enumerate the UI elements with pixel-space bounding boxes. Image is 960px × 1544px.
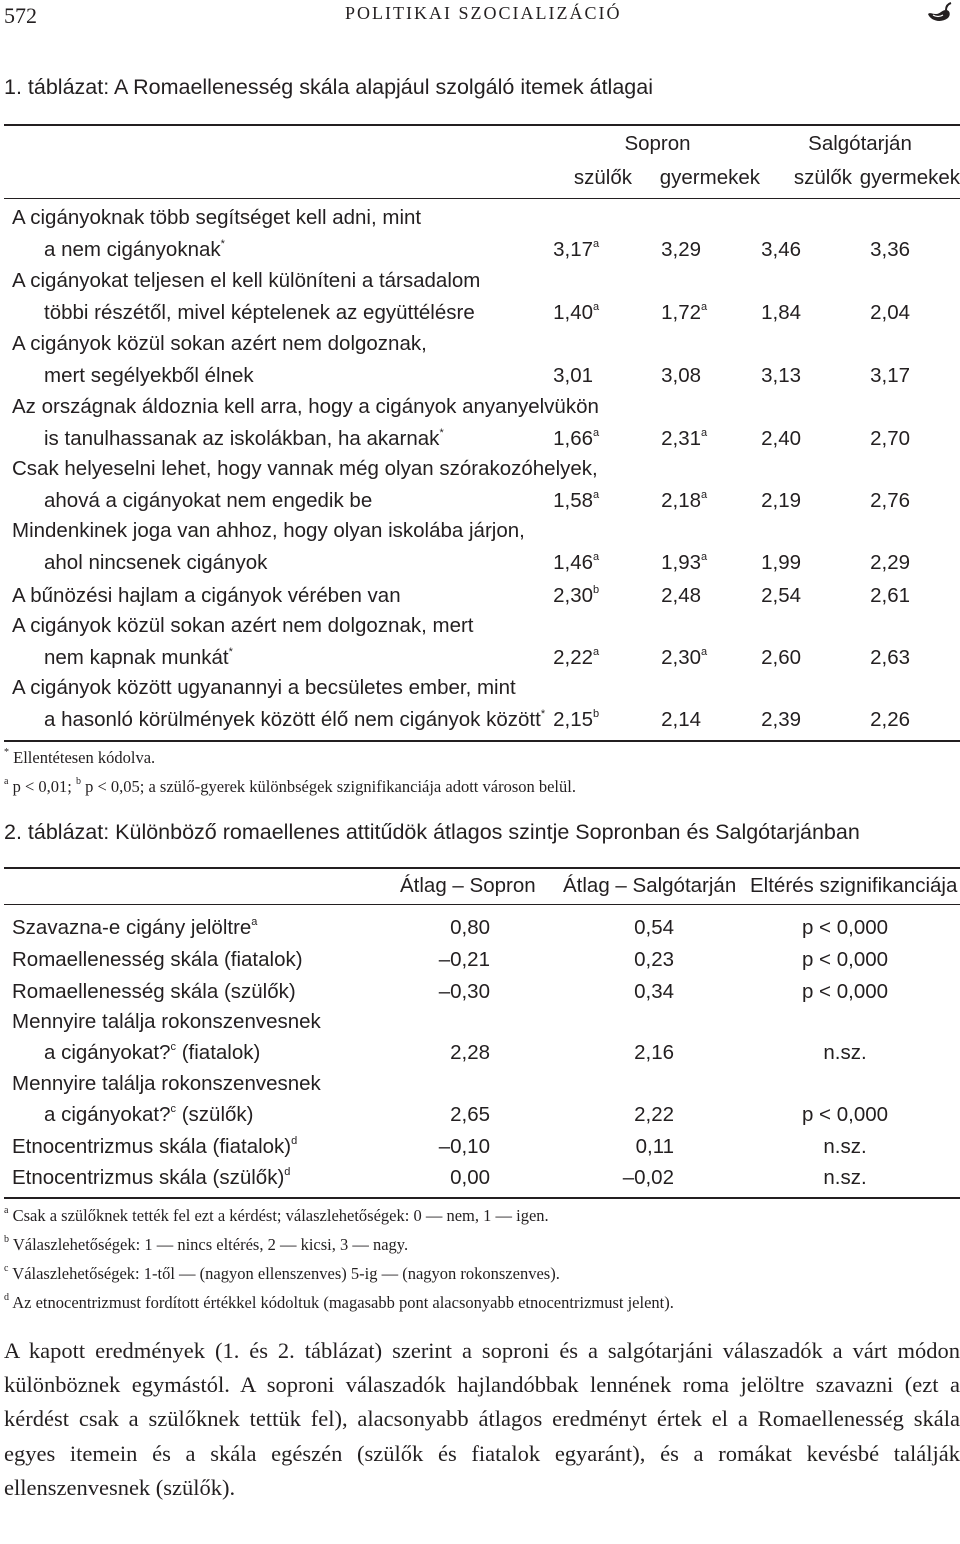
value-cell: –0,21: [438, 948, 490, 971]
value-cell: 3,36: [870, 238, 910, 261]
value-cell: 3,08: [661, 364, 701, 387]
table1-footnote-1: * Ellentétesen kódolva.: [4, 747, 156, 767]
item-text: a cigányokat?$^c$ (fiatalok): [44, 1041, 261, 1064]
item-text: mert segélyekből élnek: [44, 364, 254, 387]
value-cell: 1,93$^a$: [661, 551, 708, 574]
column-header: gyermekek: [859, 166, 960, 189]
item-text: nem kapnak munkát*: [44, 646, 233, 669]
item-text: A cigányok között ugyanannyi a becsületes ember, mint: [12, 676, 516, 699]
value-cell: 2,30$^a$: [661, 646, 708, 669]
page-header: [0, 0, 960, 30]
value-cell: 2,76: [870, 489, 910, 512]
value-cell: –0,10: [438, 1135, 490, 1158]
value-cell: n.sz.: [823, 1041, 867, 1064]
value-cell: p < 0,000: [801, 1103, 889, 1126]
value-cell: 3,17$^a$: [553, 238, 600, 261]
table2-footnote: $^b$ Válaszlehetőségek: 1 — nincs eltérés, 2 — kicsi, 3 — nagy.: [4, 1234, 409, 1254]
item-text: a cigányokat?$^c$ (szülők): [44, 1103, 254, 1126]
item-text: Csak helyeselni lehet, hogy vannak még olyan szórakozóhelyek,: [12, 457, 598, 480]
item-text: a hasonló körülmények között élő nem cigányok között*: [44, 708, 546, 731]
value-cell: 2,31$^a$: [661, 427, 708, 450]
table2-title: 2. táblázat: Különböző romaellenes attitűdök átlagos szintje Sopronban és Salgótarjánban: [4, 820, 860, 844]
table1-footnote-2: $^a$ p < 0,01; $^b$ p < 0,05; a szülő-gyerek különbségek szignifikanciája adott városon belül.: [4, 776, 576, 796]
value-cell: 3,17: [870, 364, 910, 387]
value-cell: 1,46$^a$: [553, 551, 600, 574]
value-cell: 2,63: [870, 646, 910, 669]
value-cell: 3,01: [553, 364, 593, 387]
value-cell: 2,22: [634, 1103, 674, 1126]
value-cell: 2,28: [450, 1041, 490, 1064]
table2-top-rule: [4, 867, 960, 869]
value-cell: 2,60: [761, 646, 801, 669]
column-group-sopron: Sopron: [624, 132, 691, 155]
table2-footnote: $^d$ Az etnocentrizmust fordított értékkel kódoltuk (magasabb pont alacsonyabb etnocentrizmust jelent).: [4, 1292, 674, 1312]
item-text: A cigányok közül sokan azért nem dolgoznak, mert: [12, 614, 474, 637]
page-number: 572: [4, 3, 37, 28]
column-header: szülők: [573, 166, 632, 189]
item-text: A bűnözési hajlam a cigányok vérében van: [12, 584, 401, 607]
item-text: Etnocentrizmus skála (szülők)$^d$: [12, 1166, 291, 1189]
value-cell: p < 0,000: [801, 948, 889, 971]
value-cell: 2,70: [870, 427, 910, 450]
table1-top-rule: [4, 124, 960, 126]
column-header: Átlag – Sopron: [400, 874, 536, 897]
chili-pepper-icon: [924, 0, 954, 26]
value-cell: 2,48: [661, 584, 701, 607]
value-cell: 2,22$^a$: [553, 646, 600, 669]
item-text: ahol nincsenek cigányok: [44, 551, 268, 574]
value-cell: n.sz.: [823, 1135, 867, 1158]
value-cell: 1,66$^a$: [553, 427, 600, 450]
column-header: Átlag – Salgótarján: [563, 874, 737, 897]
value-cell: 2,61: [870, 584, 910, 607]
item-text: A cigányokat teljesen el kell különíteni a társadalom: [12, 269, 481, 292]
value-cell: 1,72$^a$: [661, 301, 708, 324]
value-cell: 2,26: [870, 708, 910, 731]
item-text: A cigányok közül sokan azért nem dolgoznak,: [12, 332, 427, 355]
item-text: Az országnak áldoznia kell arra, hogy a cigányok anyanyelvükön: [12, 395, 599, 418]
value-cell: 0,23: [634, 948, 674, 971]
item-text: a nem cigányoknak*: [44, 238, 225, 261]
value-cell: p < 0,000: [801, 916, 889, 939]
value-cell: 2,30$^b$: [553, 584, 600, 607]
value-cell: 2,15$^b$: [553, 708, 600, 731]
value-cell: 2,40: [761, 427, 801, 450]
value-cell: 2,04: [870, 301, 910, 324]
column-header: gyermekek: [659, 166, 760, 189]
value-cell: 3,46: [761, 238, 801, 261]
table2-header-rule: [4, 904, 960, 905]
table2-footnote: $^c$ Válaszlehetőségek: 1-től — (nagyon ellenszenves) 5-ig — (nagyon rokonszenves).: [4, 1263, 560, 1283]
value-cell: –0,30: [438, 980, 490, 1003]
value-cell: p < 0,000: [801, 980, 889, 1003]
value-cell: 3,13: [761, 364, 801, 387]
table2-bottom-rule: [4, 1197, 960, 1199]
value-cell: 2,16: [634, 1041, 674, 1064]
column-header: Eltérés szignifikanciája: [750, 874, 958, 897]
value-cell: 2,65: [450, 1103, 490, 1126]
item-text: Szavazna-e cigány jelöltre$^a$: [12, 916, 258, 939]
value-cell: 1,40$^a$: [553, 301, 600, 324]
value-cell: 0,54: [634, 916, 674, 939]
value-cell: 0,00: [450, 1166, 490, 1189]
item-text: Mindenkinek joga van ahhoz, hogy olyan iskolába járjon,: [12, 519, 525, 542]
value-cell: –0,02: [622, 1166, 674, 1189]
item-text: A cigányoknak több segítséget kell adni, mint: [12, 206, 422, 229]
value-cell: 0,80: [450, 916, 490, 939]
value-cell: 2,18$^a$: [661, 489, 708, 512]
value-cell: 1,84: [761, 301, 801, 324]
item-text: Etnocentrizmus skála (fiatalok)$^d$: [12, 1135, 298, 1158]
value-cell: 2,19: [761, 489, 801, 512]
item-text: Mennyire találja rokonszenvesnek: [12, 1072, 321, 1095]
value-cell: 2,29: [870, 551, 910, 574]
table1-bottom-rule: [4, 740, 960, 742]
value-cell: 0,11: [635, 1135, 674, 1158]
item-text: Mennyire találja rokonszenvesnek: [12, 1010, 321, 1033]
item-text: ahová a cigányokat nem engedik be: [44, 489, 373, 512]
running-title: POLITIKAI SZOCIALIZÁCIÓ: [345, 3, 622, 23]
item-text: Romaellenesség skála (szülők): [12, 980, 296, 1003]
value-cell: 2,54: [761, 584, 801, 607]
value-cell: n.sz.: [823, 1166, 867, 1189]
value-cell: 3,29: [661, 238, 701, 261]
item-text: is tanulhassanak az iskolákban, ha akarnak*: [44, 427, 444, 450]
table1-header-rule: [4, 198, 960, 199]
body-paragraph: A kapott eredmények (1. és 2. táblázat) szerint a soproni és a salgótarjáni válaszadók a várt módon különböznek egymástól. A soproni válaszadók hajlandóbbak lennének roma jelöltre szavazni (ezt a kérdést csak a szülőknek tettük fel), alacsonyabb átlagos eredményt értek el a Romaellenesség skála egyes itemein és a skála egészén (szülők és fiatalok egyaránt), és a romákat kevésbé találják ellenszenvesnek (szülők).: [4, 1338, 960, 1500]
item-text: Romaellenesség skála (fiatalok): [12, 948, 303, 971]
column-header: szülők: [793, 166, 852, 189]
table2-footnote: $^a$ Csak a szülőknek tették fel ezt a kérdést; válaszlehetőségek: 0 — nem, 1 — igen.: [4, 1205, 549, 1225]
item-text: többi részétől, mivel képtelenek az együttélésre: [44, 301, 475, 324]
column-group-salgotarjan: Salgótarján: [808, 132, 912, 155]
value-cell: 1,99: [761, 551, 801, 574]
value-cell: 1,58$^a$: [553, 489, 600, 512]
value-cell: 2,14: [661, 708, 701, 731]
table1-title: 1. táblázat: A Romaellenesség skála alapjául szolgáló itemek átlagai: [4, 75, 653, 99]
value-cell: 0,34: [634, 980, 674, 1003]
value-cell: 2,39: [761, 708, 801, 731]
